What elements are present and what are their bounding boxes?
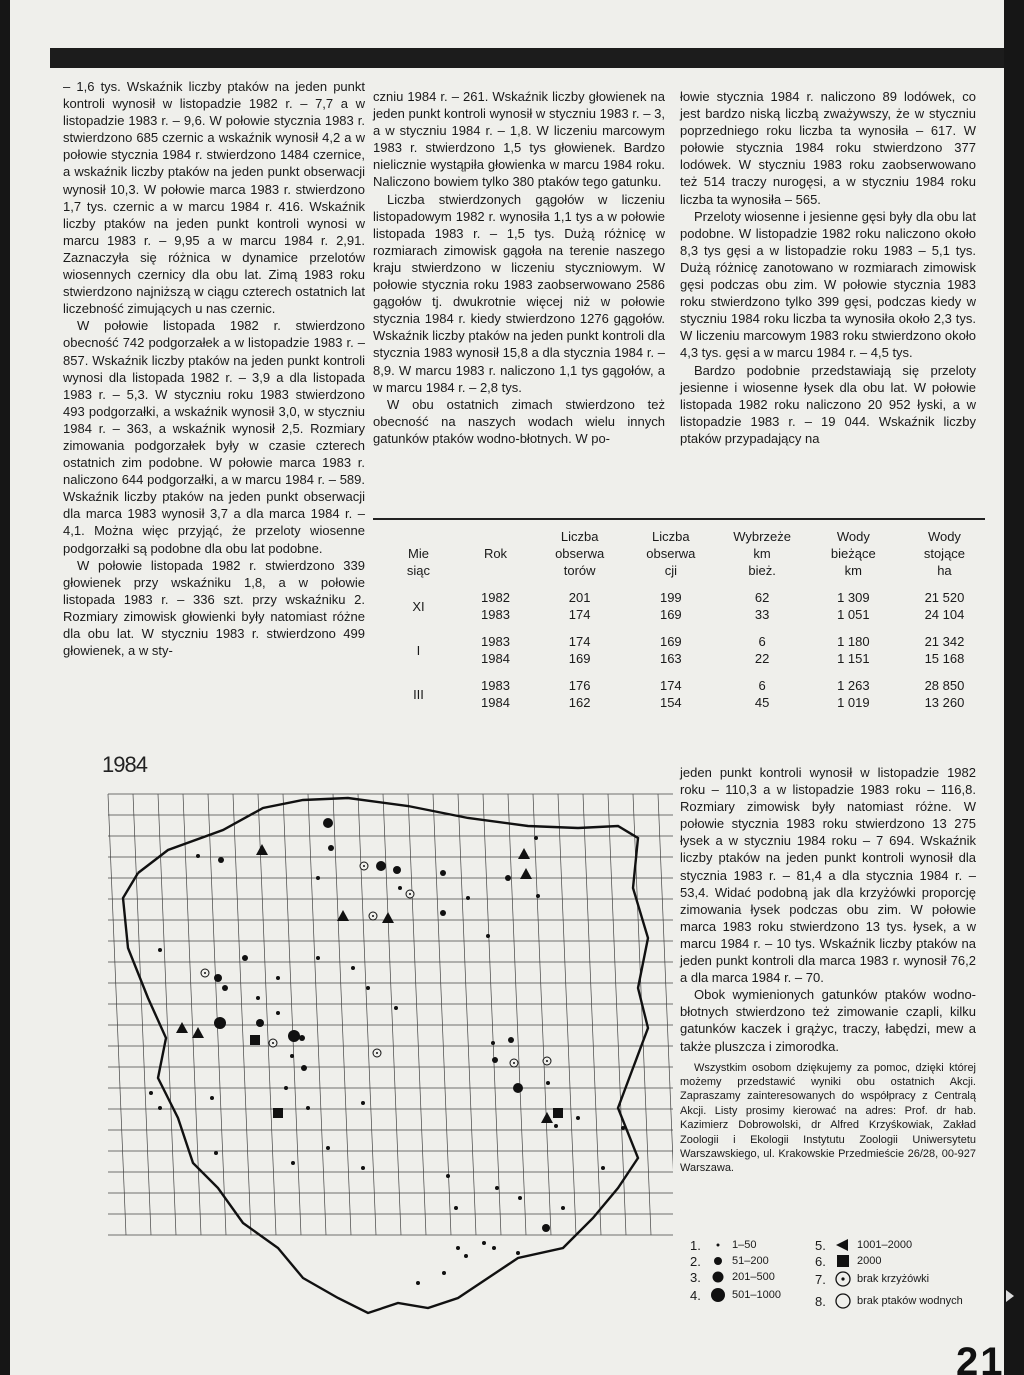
legend-number: 4. <box>690 1287 701 1303</box>
row-spacer <box>380 579 990 589</box>
row-spacer <box>380 667 990 677</box>
table-cell: 174 <box>659 678 682 693</box>
map-marker-dot <box>561 1206 565 1210</box>
paragraph: – 1,6 tys. Wskaźnik liczby ptaków na jeden punkt kontroli wynosił w listopadzie 1982 r. – 7,7 a w listopadzie 1983 r. – 9,6. W połowie stycznia 1983 r. stwierdzono 685 czernic a wskaźnik wynosił 4,2 a w połowie stycznia 1984 r. stwierdzono 1484 czernice, a wskaźnik liczby ptaków na jeden punkt obserwacji wynosił 10,3. W połowie marca 1983 r. stwierdzono 1,7 tys. czernic a w marcu 1984 r. 416. Wskaźnik liczby ptaków na jeden punkt kontroli wynosi w marcu 1983 r. – 9,95 a w marcu 1984 r. 2,91. Zaznaczyła się różnica w dynamice przelotów wiosennych czernicy dla obu lat. Zimą 1983 roku stwierdzono najniższą w ciągu czterech ostatnich lat liczebność zimujących u nas czernic. <box>63 79 365 317</box>
header-wody-stojace: Wody stojące ha <box>923 529 966 578</box>
legend-item <box>690 1268 775 1286</box>
map-marker-circle-dot <box>272 1042 274 1044</box>
map-marker-dot <box>361 1101 365 1105</box>
paragraph: Obok wymienionych gatunków ptaków wodno-błotnych stwierdzono też zimowanie czapli, kilku gatunków kaczek i grążyc, traczy, łabędzi, mew a także pluszcza i zimorodka. <box>680 987 976 1054</box>
table-cell: 1 309 <box>837 590 870 605</box>
table-cell: 154 <box>659 695 682 710</box>
grid-line <box>508 794 526 1235</box>
top-rule <box>50 48 1004 68</box>
map-marker-dot <box>508 1037 514 1043</box>
map-marker-dot <box>466 896 470 900</box>
legend-label: 1–50 <box>732 1239 757 1251</box>
dot-large-icon <box>708 1286 728 1304</box>
header-liczba-obserwacji: Liczba obserwa cji <box>646 529 696 578</box>
map-marker-dot <box>158 948 162 952</box>
table-top-rule <box>373 518 985 520</box>
map-marker-dot <box>306 1106 310 1110</box>
map-marker-dot <box>316 876 320 880</box>
table-cell: 13 260 <box>924 695 965 710</box>
map-marker-dot <box>492 1057 498 1063</box>
map-marker-square <box>250 1035 260 1045</box>
legend-number: 7. <box>815 1271 826 1287</box>
map-marker-dot <box>316 956 320 960</box>
paragraph: Przeloty wiosenne i jesienne gęsi były dla obu lat podobne. W listopadzie 1982 roku naliczono około 8,3 tys gęsi a w listopadzie roku 1983 – 5,1 tys. Dużą różnicę zanotowano w rozmiarach zimowisk gęsi podczas obu zim. W połowie stycznia 1983 roku stwierdzono tylko 399 gęsi, podczas kiedy w styczniu 1984 roku liczba ta wynosiła około 2,3 tys. W liczeniu marcowym 1983 roku stwierdzono około 4,3 tys. gęsi a w marcu 1984 r. – 4,5 tys. <box>680 208 976 361</box>
header-wody-biezace: Wody bieżące km <box>830 529 876 578</box>
map-marker-dot <box>351 966 355 970</box>
table-row <box>380 694 990 711</box>
map-marker-dot <box>440 870 446 876</box>
legend-label: 51–200 <box>732 1255 769 1267</box>
table-row <box>380 677 990 694</box>
map-marker-dot <box>456 1246 460 1250</box>
map-marker-dot <box>256 996 260 1000</box>
legend-label: brak krzyżówki <box>857 1273 930 1285</box>
map-marker-dot <box>464 1254 468 1258</box>
map-marker-triangle <box>518 848 530 859</box>
legend-number: 3. <box>690 1269 701 1285</box>
map-marker-dot <box>366 986 370 990</box>
map-marker-dot <box>491 1041 495 1045</box>
legend-number: 8. <box>815 1293 826 1309</box>
table-cell: 174 <box>568 634 591 649</box>
map-marker-dot <box>376 861 386 871</box>
grid-line <box>458 794 476 1235</box>
map-marker-dot <box>516 1251 520 1255</box>
circle-dot-icon <box>833 1270 853 1288</box>
map-marker-dot <box>495 1186 499 1190</box>
table-cell: 201 <box>568 590 591 605</box>
map-marker-dot <box>214 1151 218 1155</box>
table-cell: 6 <box>758 634 766 649</box>
map-marker-triangle <box>541 1112 553 1123</box>
map-marker-dot <box>361 1166 365 1170</box>
map-marker-dot <box>542 1224 550 1232</box>
grid-line <box>483 794 501 1235</box>
map-marker-circle-dot <box>513 1062 515 1064</box>
map-marker-circle-dot <box>409 893 411 895</box>
paragraph: W połowie listopada 1982 r. stwierdzono obecność 742 podgorzałek a w listopadzie 1983 r. – 857. Wskaźnik liczby ptaków na jeden punkt kontroli wynosi dla listopada 1982 r. – 3,9 a dla listopada 1983 r. – 5,3. W styczniu roku 1983 stwierdzono 493 podgorzałki, a wskaźnik wynosił 3,0, w styczniu 1984 r. – 363, a wskaźnik wynosił 2,5. Rozmiary zimowania podgorzałek były w czasie czterech ostatnich zim podobne. W połowie marca 1983 r. naliczono 644 podgorzałki, a w marcu 1984 r. – 589. Wskaźnik liczby ptaków na jeden punkt obserwacji dla marca 1983 wynosił 3,7 a dla marca 1984 r. – 4,1. Można więc przyjąć, że przeloty wiosenne podgorzałki są podobne dla obu lat podobne. <box>63 318 365 556</box>
legend-label: brak ptaków wodnych <box>857 1295 963 1307</box>
header-rok: Rok <box>483 546 508 561</box>
grid-line <box>583 794 601 1235</box>
month-cell: III <box>413 686 424 702</box>
text-column-4 <box>680 764 976 1176</box>
legend-label: 2000 <box>857 1255 882 1267</box>
circle-empty-icon <box>833 1292 853 1310</box>
map-marker-dot <box>291 1161 295 1165</box>
legend-number: 6. <box>815 1253 826 1269</box>
map-marker-dot <box>288 1030 300 1042</box>
table-cell: 1 180 <box>837 634 870 649</box>
legend-label: 201–500 <box>732 1271 775 1283</box>
map-marker-dot <box>196 854 200 858</box>
map-marker-dot <box>210 1096 214 1100</box>
map-marker-triangle <box>256 844 268 855</box>
table-cell: 24 104 <box>924 607 965 622</box>
map-marker-dot <box>446 1174 450 1178</box>
legend-number: 5. <box>815 1237 826 1253</box>
magazine-page <box>10 0 1004 1375</box>
table-cell: 6 <box>758 678 766 693</box>
paragraph: Bardzo podobnie przedstawiają się przeloty jesienne i wiosenne łysek dla obu lat. W połowie listopada 1982 roku naliczono 20 952 łyski, a w listopadzie 1983 r. – 19 044. Wskaźnik liczby ptaków przypadający na <box>680 362 976 446</box>
legend-label: 1001–2000 <box>857 1239 913 1251</box>
map-marker-dot <box>276 976 280 980</box>
map-marker-square <box>273 1108 283 1118</box>
header-wybrzeze: Wybrzeże km bież. <box>733 529 791 578</box>
map-marker-dot <box>299 1035 305 1041</box>
map-marker-dot <box>601 1166 605 1170</box>
text-column-3 <box>680 88 976 447</box>
map-marker-dot <box>398 886 402 890</box>
table-cell: 62 <box>754 590 770 605</box>
map-marker-dot <box>505 875 511 881</box>
map-marker-circle-dot <box>376 1052 378 1054</box>
map-marker-dot <box>576 1116 580 1120</box>
grid-line <box>358 794 376 1235</box>
grid-line <box>258 794 276 1235</box>
text-column-2 <box>373 88 665 447</box>
map-marker-triangle <box>520 868 532 879</box>
paragraph: Liczba stwierdzonych gągołów w liczeniu listopadowym 1982 r. wynosiła 1,1 tys a w połowie listopada 1983 r. – 1,5 tys. Dużą różnicę w rozmiarach zimowisk gągoła na terenie naszego kraju stwierdzono w liczeniu styczniowym. W połowie stycznia roku 1983 zaobserwowano 2586 gągołów tj. dwukrotnie więcej niż w połowie stycznia 1984 r. kiedy stwierdzono 1276 gągołów. Wskaźnik liczby ptaków na jeden punkt kontroli dla stycznia 1983 wynosił 15,8 a dla stycznia 1984 r. – 8,9. W marcu 1983 r. naliczono 1,1 tys gągołów, a w marcu 1984 r. – 2,8 tys. <box>373 191 665 395</box>
table-cell: 1982 <box>481 590 510 605</box>
table-cell: 169 <box>659 634 682 649</box>
grid-line <box>108 794 126 1235</box>
map-marker-dot <box>284 1086 288 1090</box>
poland-border <box>123 798 648 1313</box>
month-cell: XI <box>412 598 425 614</box>
table-cell: 21 520 <box>924 590 965 605</box>
map-marker-triangle <box>176 1022 188 1033</box>
table-cell: 169 <box>659 607 682 622</box>
paragraph: łowie stycznia 1984 r. naliczono 89 lodówek, co jest bardzo niską liczbą zważywszy, że w styczniu poprzedniego roku liczba ta wynosiła – 617. W połowie stycznia 1984 roku stwierdzono 377 lodówek. W styczniu 1983 roku zaobserwowano też 514 traczy nurogęsi, a w styczniu 1984 roku liczba ta wynosiła – 565. <box>680 89 976 207</box>
legend-label: 501–1000 <box>732 1289 781 1301</box>
map-marker-dot <box>482 1241 486 1245</box>
grid-line <box>333 794 351 1235</box>
map-marker-dot <box>214 974 222 982</box>
table-cell: 176 <box>568 678 591 693</box>
table-cell: 28 850 <box>924 678 965 693</box>
map-marker-dot <box>554 1124 558 1128</box>
map-year-label: 1984 <box>102 752 147 777</box>
table-cell: 162 <box>568 695 591 710</box>
grid-line <box>283 794 301 1235</box>
page-number: 21 <box>956 1340 1004 1375</box>
table-cell: 1984 <box>481 651 510 666</box>
map-marker-dot <box>214 1017 226 1029</box>
month-cell: I <box>416 642 421 658</box>
map-marker-circle-dot <box>546 1060 548 1062</box>
legend-item <box>690 1286 781 1304</box>
right-arrow-icon <box>1006 1290 1014 1302</box>
table-row <box>380 606 990 623</box>
map-marker-dot <box>276 1011 280 1015</box>
table-cell: 1 019 <box>837 695 870 710</box>
table-cell: 1983 <box>481 607 510 622</box>
paragraph: czniu 1984 r. – 261. Wskaźnik liczby głowienek na jeden punkt kontroli wynosił w styczniu 1983 r. – 3, a w styczniu 1984 r. – 1,8. W liczeniu marcowym 1983 r. stwierdzono 1,5 tys głowienek. Bardzo nielicznie wystąpiła głowienka w marcu 1984 roku. Naliczono bowiem tylko 380 ptaków tego gatunku. <box>373 89 665 190</box>
table-cell: 33 <box>754 607 770 622</box>
map-marker-dot <box>416 1281 420 1285</box>
table-cell: 163 <box>659 651 682 666</box>
dot-medium-icon <box>708 1268 728 1286</box>
map-marker-dot <box>326 1146 330 1150</box>
map-marker-dot <box>328 845 334 851</box>
grid-line <box>233 794 251 1235</box>
table-cell: 199 <box>659 590 682 605</box>
map-marker-dot <box>536 894 540 898</box>
table-header-row <box>380 528 990 579</box>
map-marker-circle-dot <box>372 915 374 917</box>
table-row <box>380 650 990 667</box>
map-marker-dot <box>440 910 446 916</box>
table-cell: 1983 <box>481 634 510 649</box>
map-marker-triangle <box>382 912 394 923</box>
map-marker-dot <box>393 866 401 874</box>
legend-item <box>815 1292 963 1310</box>
legend-item <box>815 1270 929 1288</box>
text-column-1 <box>63 78 365 659</box>
table-cell: 169 <box>568 651 591 666</box>
map-marker-dot <box>518 1196 522 1200</box>
table-cell: 45 <box>754 695 770 710</box>
paragraph: W połowie listopada 1982 r. stwierdzono 339 głowienek przy wskaźniku 1,8, a w połowie listopada 1983 r. – 336 szt. przy wskaźniku 2. Rozmiary zimowisk głowienki były natomiast różne dla obu lat. W styczniu 1983 r. stwierdzono 499 głowienek, a w sty- <box>63 557 365 659</box>
map-marker-dot <box>546 1081 550 1085</box>
paragraph: jeden punkt kontroli wynosił w listopadzie 1982 roku – 110,3 a w listopadzie 1983 roku – 116,8. Rozmiary zimowisk były natomiast różne. W połowie stycznia 1983 roku stwierdzono 13 275 łysek a w styczniu 1984 roku – 7 694. Wskaźnik liczby ptaków na jeden punkt kontroli wynosił dla stycznia 1983 r. – 81,4 a dla stycznia 1984 r. – 53,4. Widać podobną jak dla krzyżówki proporcję zimowania łysek podczas obu zim. W połowie marca 1983 roku stwierdzono 13 tys. łysek, a w marcu 1984 r. – 10 tys. Wskaźnik liczby ptaków na jeden punkt kontroli dla marca 1983 r. wynosił 76,2 a dla marca 1984 r. – 70. <box>680 765 976 986</box>
map-marker-circle-dot <box>204 972 206 974</box>
map-marker-triangle <box>337 910 349 921</box>
table-cell: 1 051 <box>837 607 870 622</box>
grid-line <box>383 794 401 1235</box>
table-row <box>380 633 990 650</box>
map-marker-dot <box>149 1091 153 1095</box>
map-marker-dot <box>621 1126 625 1130</box>
map-legend <box>680 1232 1000 1322</box>
grid-line <box>658 794 673 1235</box>
map-marker-circle-dot <box>363 865 365 867</box>
map-marker-dot <box>242 955 248 961</box>
map-marker-dot <box>492 1246 496 1250</box>
legend-item <box>815 1252 881 1270</box>
table-cell: 1984 <box>481 695 510 710</box>
table-cell: 22 <box>754 651 770 666</box>
paragraph: W obu ostatnich zimach stwierdzono też obecność na naszych wodach wielu innych gatunków ptaków wodno-błotnych. W po- <box>373 396 665 446</box>
map-marker-square <box>553 1108 563 1118</box>
census-table <box>380 528 990 711</box>
table-cell: 1 263 <box>837 678 870 693</box>
grid-line <box>133 794 151 1235</box>
table-cell: 1983 <box>481 678 510 693</box>
legend-number: 2. <box>690 1253 701 1269</box>
grid-line <box>433 794 451 1235</box>
grid-line <box>533 794 551 1235</box>
header-liczba-obserwatorow: Liczba obserwa torów <box>555 529 605 578</box>
grid-line <box>308 794 326 1235</box>
table-cell: 174 <box>568 607 591 622</box>
map-marker-dot <box>222 985 228 991</box>
square-icon <box>833 1252 853 1270</box>
header-miesiac: Mie siąc <box>406 546 431 578</box>
table-cell: 21 342 <box>924 634 965 649</box>
grid-line <box>608 794 626 1235</box>
grid-line <box>558 794 576 1235</box>
map-marker-dot <box>290 1054 294 1058</box>
map-marker-dot <box>301 1065 307 1071</box>
map-marker-dot <box>454 1206 458 1210</box>
distribution-map <box>48 778 673 1375</box>
map-marker-dot <box>323 818 333 828</box>
grid-line <box>158 794 176 1235</box>
map-marker-dot <box>218 857 224 863</box>
table-cell: 15 168 <box>924 651 965 666</box>
grid-line <box>408 794 426 1235</box>
map-marker-dot <box>534 836 538 840</box>
map-marker-dot <box>256 1019 264 1027</box>
table-row <box>380 589 990 606</box>
map-marker-dot <box>394 1006 398 1010</box>
legend-number: 1. <box>690 1237 701 1253</box>
map-marker-triangle <box>192 1027 204 1038</box>
map-marker-dot <box>486 934 490 938</box>
table-cell: 1 151 <box>837 651 870 666</box>
map-marker-dot <box>513 1083 523 1093</box>
map-marker-dot <box>158 1106 162 1110</box>
row-spacer <box>380 623 990 633</box>
map-marker-dot <box>442 1271 446 1275</box>
acknowledgement: Wszystkim osobom dziękujemy za pomoc, dzięki której możemy przedstawić wyniki obu ostatnich Akcji. Zapraszamy zainteresowanych do współpracy z Centralą Akcji. Listy prosimy kierować na adres: Prof. dr hab. Kazimierz Dobrowolski, dr Alfred Krzyśkowiak, Zakład Zoologii i Ekologii Instytutu Zoologii Uniwersytetu Warszawskiego, ul. Krakowskie Przedmieście 26/28, 00-927 Warszawa. <box>680 1061 976 1175</box>
